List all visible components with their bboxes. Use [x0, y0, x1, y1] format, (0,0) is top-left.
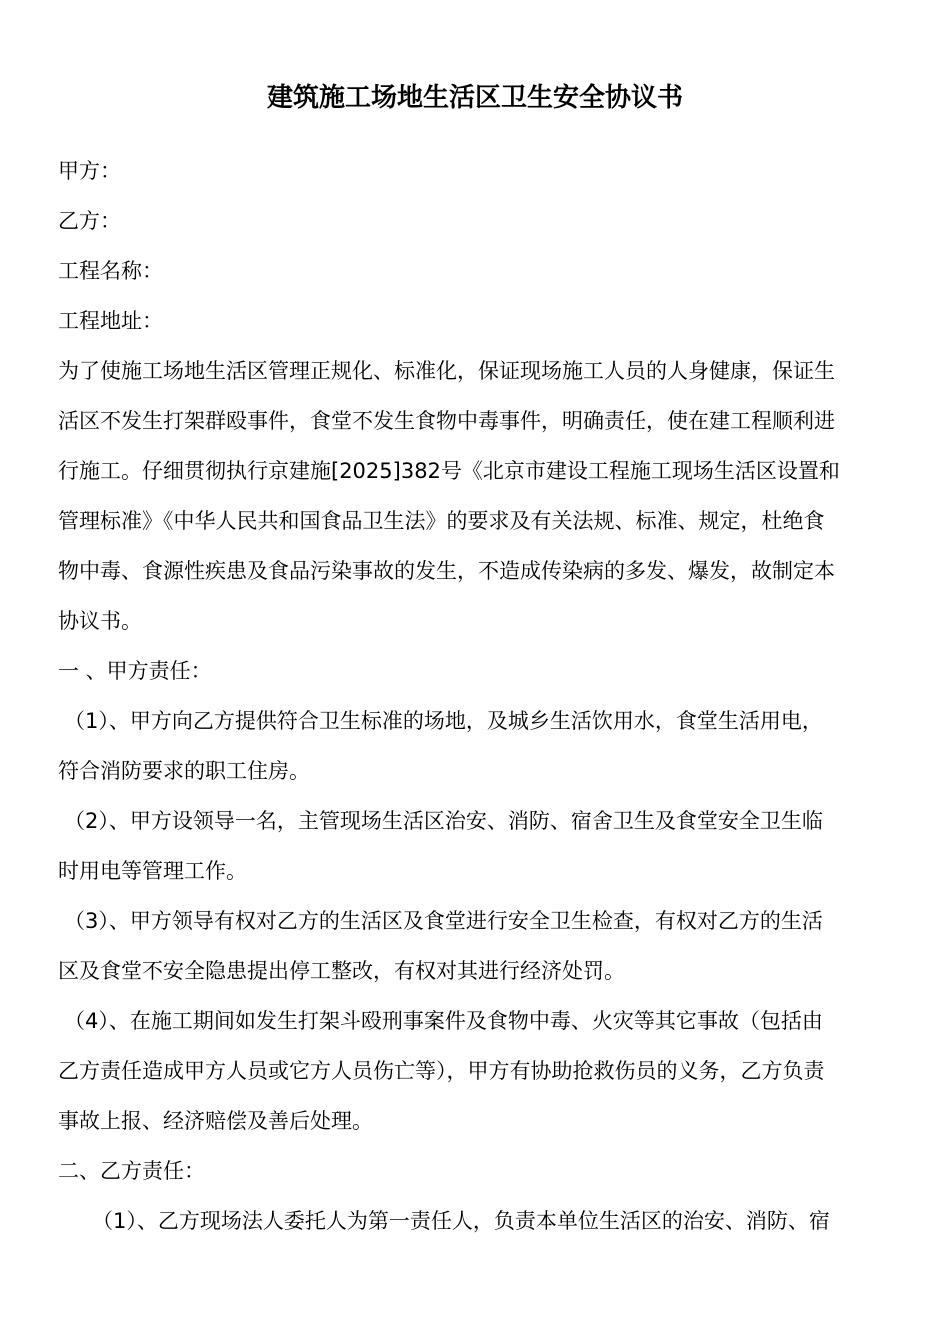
item-line: 乙方责任造成甲方人员或它方人员伤亡等），甲方有协助抢救伤员的义务，乙方负责	[58, 1059, 825, 1083]
section-a-item-3	[58, 896, 888, 996]
intro-line: 活区不发生打架群殴事件，食堂不发生食物中毒事件，明确责任，使在建工程顺利进	[58, 409, 835, 433]
intro-line: 行施工。仔细贯彻执行京建施[2025]382号《北京市建设工程施工现场生活区设置和	[58, 459, 840, 483]
project-address-field: 工程地址：	[58, 309, 163, 333]
item-line: （1）、甲方向乙方提供符合卫生标准的场地，及城乡生活饮用水，食堂生活用电，	[64, 709, 823, 733]
project-name-field: 工程名称：	[58, 259, 163, 283]
section-a-item-1	[58, 696, 888, 796]
section-b-heading: 二、乙方责任：	[58, 1159, 205, 1183]
intro-line: 协议书。	[58, 609, 142, 633]
party-a-field: 甲方：	[58, 159, 121, 183]
document-title: 建筑施工场地生活区卫生安全协议书	[266, 83, 683, 113]
intro-line: 为了使施工场地生活区管理正规化、标准化，保证现场施工人员的人身健康，保证生	[58, 359, 835, 383]
item-line: 时用电等管理工作。	[58, 859, 247, 883]
intro-paragraph	[58, 346, 888, 646]
party-b-field: 乙方：	[58, 209, 121, 233]
item-line: （4）、在施工期间如发生打架斗殴刑事案件及食物中毒、火灾等其它事故（包括由	[64, 1009, 823, 1033]
item-line: 事故上报、经济赔偿及善后处理。	[58, 1109, 373, 1133]
item-line: （1）、乙方现场法人委托人为第一责任人，负责本单位生活区的治安、消防、宿	[92, 1209, 830, 1233]
section-b-item-1	[58, 1196, 888, 1246]
item-line: 符合消防要求的职工住房。	[58, 759, 310, 783]
section-a-item-2	[58, 796, 888, 896]
item-line: （2）、甲方设领导一名，主管现场生活区治安、消防、宿舍卫生及食堂安全卫生临	[64, 809, 823, 833]
document-body	[58, 146, 888, 1246]
item-line: （3）、甲方领导有权对乙方的生活区及食堂进行安全卫生检查，有权对乙方的生活	[64, 909, 823, 933]
section-a-item-4	[58, 996, 888, 1146]
item-line: 区及食堂不安全隐患提出停工整改，有权对其进行经济处罚。	[58, 959, 625, 983]
intro-line: 物中毒、食源性疾患及食品污染事故的发生，不造成传染病的多发、爆发，故制定本	[58, 559, 835, 583]
section-a-heading: 一 、甲方责任：	[58, 659, 212, 683]
intro-line: 管理标准》《中华人民共和国食品卫生法》的要求及有关法规、标准、规定，杜绝食	[58, 509, 825, 533]
